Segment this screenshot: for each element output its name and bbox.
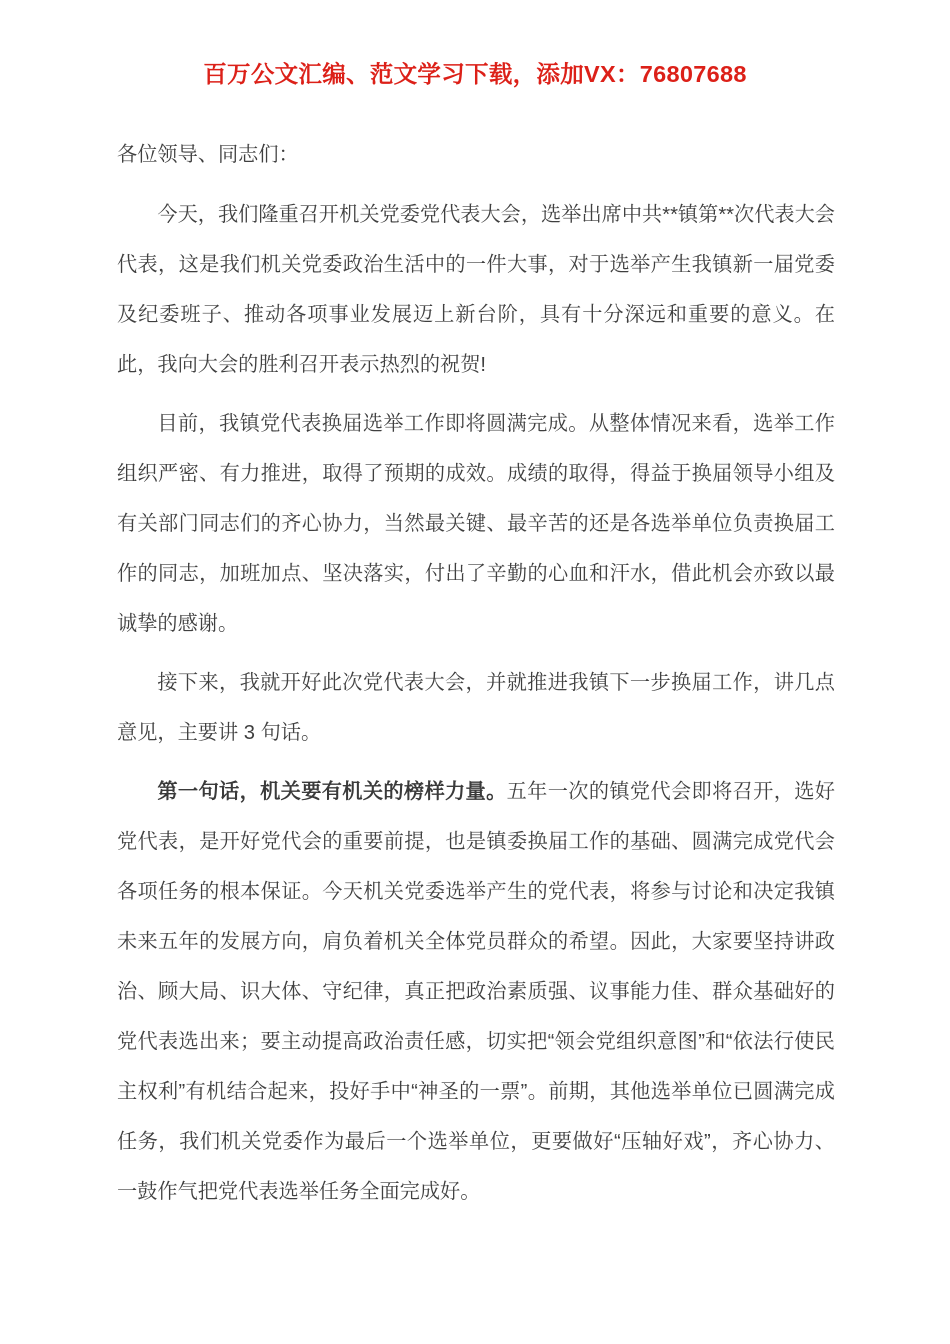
promo-header-banner: 百万公文汇编、范文学习下载，添加VX：76807688: [203, 61, 747, 87]
section-one-heading: 第一句话，机关要有机关的榜样力量。: [157, 781, 507, 803]
body-paragraph-3: 接下来，我就开好此次党代表大会，并就推进我镇下一步换届工作，讲几点意见，主要讲 3 句话。: [117, 672, 835, 744]
section-one-text: 五年一次的镇党代会即将召开，选好党代表，是开好党代会的重要前提，也是镇委换届工作的基础、圆满完成党代会各项任务的根本保证。今天机关党委选举产生的党代表，将参与讨论和决定我镇未来五年的发展方向，肩负着机关全体党员群众的希望。因此，大家要坚持讲政治、顾大局、识大体、守纪律，真正把政治素质强、议事能力佳、群众基础好的党代表选出来；要主动提高政治责任感，切实把“领会党组织意图”和“依法行使民主权利”有机结合起来，投好手中“神圣的一票”。前期，其他选举单位已圆满完成任务，我们机关党委作为最后一个选举单位，更要做好“压轴好戏”，齐心协力、一鼓作气把党代表选举任务全面完成好。: [117, 781, 835, 1203]
salutation-line: 各位领导、同志们：: [117, 144, 299, 166]
section-one-paragraph: [117, 767, 835, 1217]
document-body: [117, 130, 835, 1217]
body-paragraph-1: 今天，我们隆重召开机关党委党代表大会，选举出席中共**镇第**次代表大会代表，这是我们机关党委政治生活中的一件大事，对于选举产生我镇新一届党委及纪委班子、推动各项事业发展迈上新台阶，具有十分深远和重要的意义。在此，我向大会的胜利召开表示热烈的祝贺!: [117, 204, 835, 376]
body-paragraph-2: 目前，我镇党代表换届选举工作即将圆满完成。从整体情况来看，选举工作组织严密、有力推进，取得了预期的成效。成绩的取得，得益于换届领导小组及有关部门同志们的齐心协力，当然最关键、最辛苦的还是各选举单位负责换届工作的同志，加班加点、坚决落实，付出了辛勤的心血和汗水，借此机会亦致以最诚挚的感谢。: [117, 413, 835, 635]
